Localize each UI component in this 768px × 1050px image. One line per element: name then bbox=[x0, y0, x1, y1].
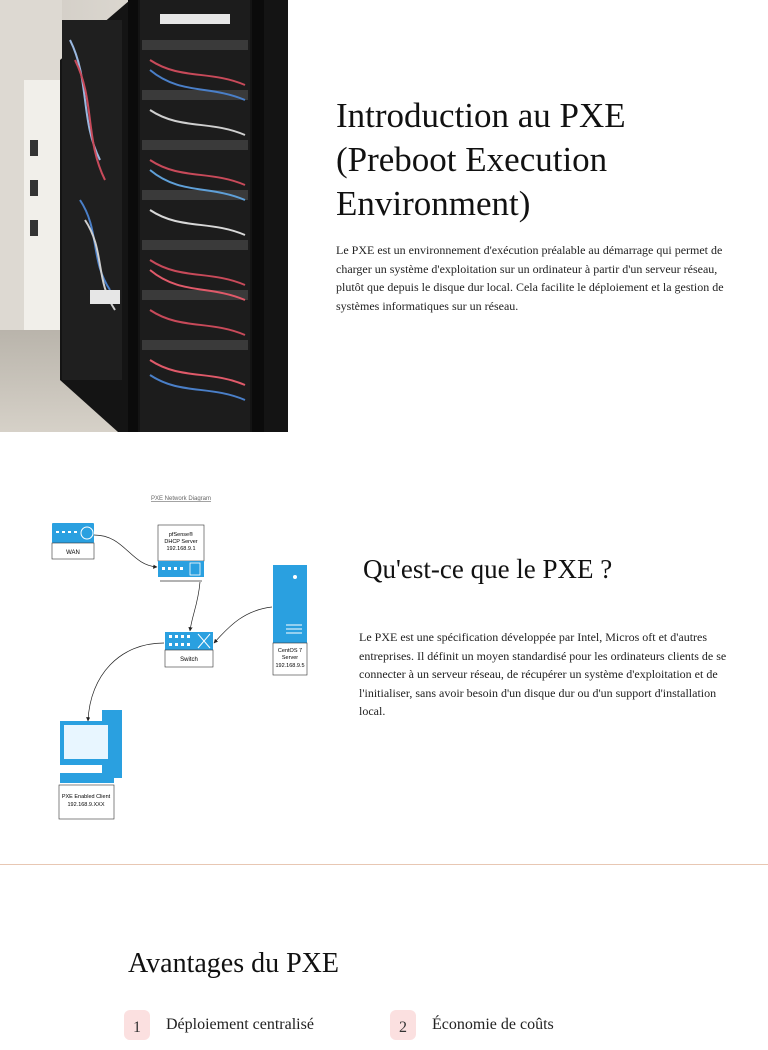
pxe-client-device bbox=[59, 710, 122, 819]
advantage-label: Économie de coûts bbox=[432, 1016, 554, 1033]
client-label-1: PXE Enabled Client bbox=[61, 794, 111, 800]
switch-device bbox=[165, 632, 213, 667]
server-label-3: 192.168.9.5 bbox=[275, 663, 305, 669]
intro-title: Introduction au PXE (Preboot Execution Environment) bbox=[336, 96, 626, 223]
client-label-2: 192.168.9.XXX bbox=[67, 802, 105, 808]
advantage-item bbox=[124, 1010, 314, 1050]
advantage-item bbox=[390, 1010, 554, 1050]
intro-section bbox=[0, 0, 768, 432]
server-label-1: CentOS 7 bbox=[277, 648, 303, 654]
pfsense-device bbox=[158, 525, 204, 581]
switch-label: Switch bbox=[180, 657, 198, 663]
wan-device bbox=[52, 523, 94, 559]
advantages-title: Avantages du PXE bbox=[128, 948, 339, 979]
pfsense-label-3: 192.168.9.1 bbox=[166, 546, 196, 552]
what-title: Qu'est-ce que le PXE ? bbox=[363, 554, 613, 584]
centos-server-device bbox=[273, 565, 307, 675]
advantage-number: 2 bbox=[390, 1010, 416, 1040]
pfsense-label-1: pfSense® bbox=[168, 532, 194, 538]
pfsense-label-2: DHCP Server bbox=[164, 539, 198, 545]
intro-body: Le PXE est un environnement d'exécution préalable au démarrage qui permet de charger un système d'exploitation sur un ordinateur à partir d'un serveur réseau, plutôt que depuis le disque dur local. Cela facilite le déploiement et la gestion de systèmes informatiques sur un réseau. bbox=[336, 243, 724, 313]
wan-label: WAN bbox=[66, 550, 80, 556]
pxe-network-diagram-svg bbox=[0, 475, 348, 860]
section-divider bbox=[0, 864, 768, 865]
server-rack-image bbox=[0, 0, 288, 432]
server-label-2: Server bbox=[281, 655, 299, 661]
advantage-number: 1 bbox=[124, 1010, 150, 1040]
diagram-title: PXE Network Diagram bbox=[150, 496, 212, 502]
pxe-network-diagram bbox=[0, 475, 348, 860]
server-rack-photo bbox=[0, 0, 288, 432]
what-body: Le PXE est une spécification développée par Intel, Micros oft et d'autres entreprises. Il définit un moyen standardisé pour les ordinateurs clients de se connecter à un serveur réseau, de récupérer un système d'exploitation et de l'initialiser, sans avoir besoin d'un disque dur ou d'un support d'installation local. bbox=[359, 630, 727, 719]
advantage-label: Déploiement centralisé bbox=[166, 1016, 314, 1033]
